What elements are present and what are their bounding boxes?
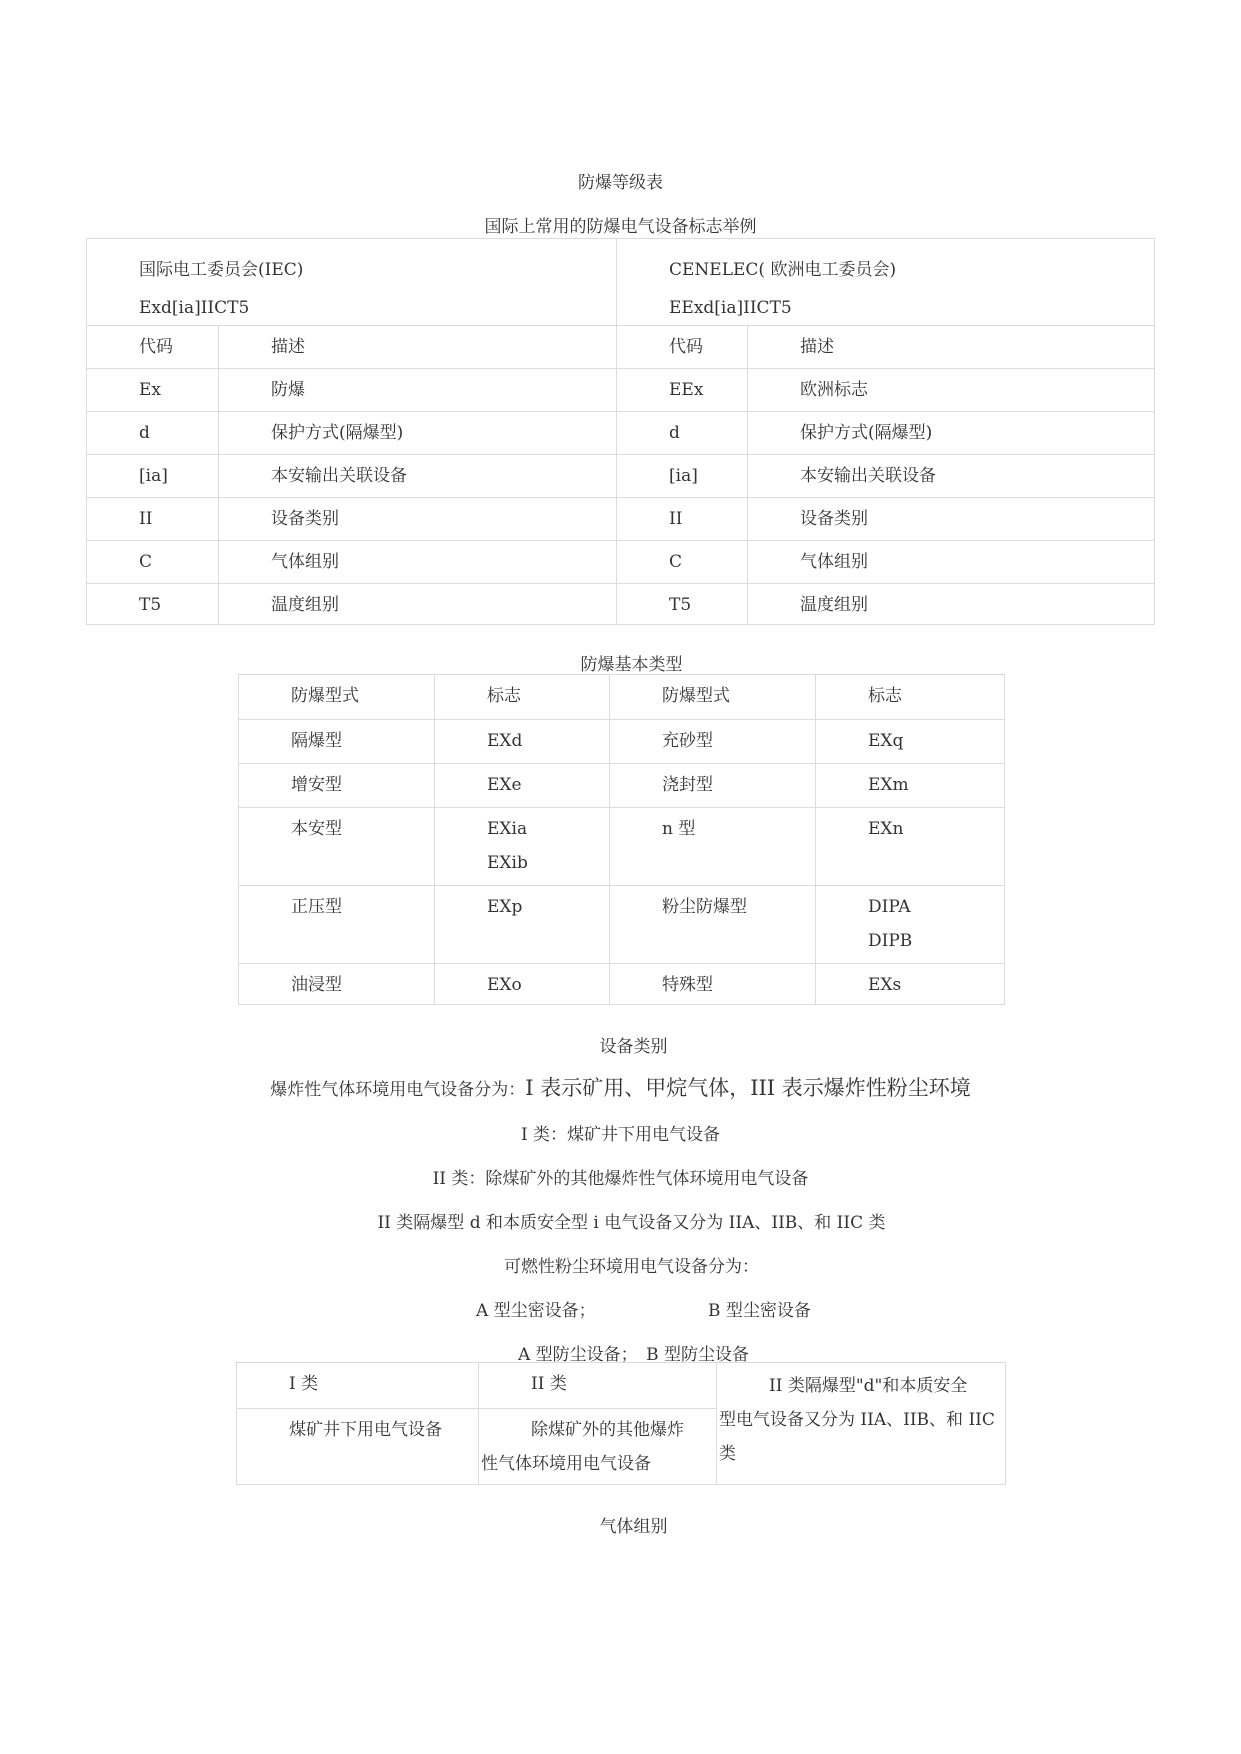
category-line-2: I 类：煤矿井下用电气设备	[520, 1125, 721, 1145]
table-cell: 浇封型	[662, 775, 713, 795]
iec-header-cell	[87, 239, 617, 326]
table-cell: 气体组别	[271, 552, 339, 572]
table-cell: 温度组别	[800, 595, 868, 615]
table-cell: 充砂型	[662, 731, 713, 751]
table-cell: 隔爆型	[291, 731, 342, 751]
category-line-1-suffix: I 表示矿用、甲烷气体，III 表示爆炸性粉尘环境	[525, 1076, 971, 1100]
table-cell: DIPB	[868, 931, 913, 951]
table-cell: [ia]	[139, 466, 168, 486]
table-cell: EXm	[868, 775, 909, 795]
iec-example: Exd[ia]IICT5	[139, 298, 250, 318]
cenelec-header: CENELEC( 欧洲电工委员会)	[669, 260, 897, 280]
class-ii-subdivision-line-1: II 类隔爆型"d"和本质安全	[769, 1376, 968, 1396]
class-i-header: I 类	[289, 1374, 319, 1394]
table-row	[239, 808, 1005, 886]
table-cell: EEx	[669, 380, 704, 400]
table-row	[87, 369, 1155, 412]
table2-caption: 防爆基本类型	[580, 655, 683, 675]
table-cell: d	[139, 423, 150, 443]
table-cell: 增安型	[291, 775, 342, 795]
table-row	[87, 239, 1155, 326]
table-cell: 正压型	[291, 897, 342, 917]
table-cell: 气体组别	[800, 552, 868, 572]
class-i-description: 煤矿井下用电气设备	[289, 1420, 442, 1440]
class-ii-subdivision-line-3: 类	[719, 1444, 736, 1464]
table-cell: 本安输出关联设备	[800, 466, 936, 486]
table-cell: 本安输出关联设备	[271, 466, 407, 486]
table-row	[87, 412, 1155, 455]
table-row	[87, 498, 1155, 541]
table-cell: 保护方式(隔爆型)	[800, 423, 933, 443]
column-header: 描述	[271, 337, 305, 357]
table-cell: T5	[669, 595, 692, 615]
table-cell: DIPA	[868, 897, 911, 917]
table-cell: 温度组别	[271, 595, 339, 615]
table-cell: 设备类别	[800, 509, 868, 529]
table-cell: EXib	[487, 853, 528, 873]
category-line-1-prefix: 爆炸性气体环境用电气设备分为：	[270, 1080, 526, 1100]
table-cell: 保护方式(隔爆型)	[271, 423, 404, 443]
category-line-1	[0, 1072, 1241, 1102]
category-line-3: II 类：除煤矿外的其他爆炸性气体环境用电气设备	[432, 1169, 809, 1189]
table-cell: EXia	[487, 819, 528, 839]
table-cell: 设备类别	[271, 509, 339, 529]
column-header: 标志	[487, 686, 521, 706]
table-cell: T5	[139, 595, 162, 615]
column-header: 描述	[800, 337, 834, 357]
table-cell: EXs	[868, 975, 902, 995]
class-ii-header: II 类	[531, 1374, 567, 1394]
explosion-proof-types-table	[238, 674, 1005, 1005]
column-header: 代码	[139, 337, 173, 357]
table1-caption: 国际上常用的防爆电气设备标志举例	[484, 217, 757, 237]
table-cell: 防爆	[271, 380, 305, 400]
table-row	[239, 764, 1005, 808]
table-cell: II	[139, 509, 153, 529]
table-cell: C	[669, 552, 683, 572]
table-row	[87, 326, 1155, 369]
category-line-5: 可燃性粉尘环境用电气设备分为：	[504, 1257, 759, 1277]
table-cell: 本安型	[291, 819, 342, 839]
table-cell: EXo	[487, 975, 522, 995]
table-cell: C	[139, 552, 153, 572]
table-cell: 特殊型	[662, 975, 713, 995]
table-cell: 粉尘防爆型	[662, 897, 747, 917]
table-row	[239, 886, 1005, 964]
category-line-6a: A 型尘密设备；	[476, 1301, 596, 1321]
table-row	[239, 675, 1005, 720]
table-cell: 欧洲标志	[800, 380, 868, 400]
table-cell: 油浸型	[291, 975, 342, 995]
table-cell: EXe	[487, 775, 522, 795]
gas-group-heading: 气体组别	[599, 1517, 668, 1537]
class-ii-subdivision-cell	[717, 1363, 1006, 1485]
table-row	[87, 584, 1155, 625]
category-line-7: A 型防尘设备； B 型防尘设备	[517, 1345, 750, 1365]
table-row	[239, 720, 1005, 764]
column-header: 标志	[868, 686, 902, 706]
table-row	[87, 455, 1155, 498]
column-header: 防爆型式	[662, 686, 730, 706]
table-cell: [ia]	[669, 466, 698, 486]
table-cell: EXp	[487, 897, 523, 917]
table-cell: d	[669, 423, 680, 443]
table-cell: EXd	[487, 731, 523, 751]
column-header: 防爆型式	[291, 686, 359, 706]
category-line-4: II 类隔爆型 d 和本质安全型 i 电气设备又分为 IIA、IIB、和 IIC 类	[377, 1213, 886, 1233]
table-row	[237, 1363, 1006, 1409]
category-line-6b: B 型尘密设备	[708, 1301, 811, 1321]
marking-example-table	[86, 238, 1155, 625]
table-row	[87, 541, 1155, 584]
page-title: 防爆等级表	[578, 173, 663, 193]
table-cell: Ex	[139, 380, 161, 400]
class-ii-subdivision-line-2: 型电气设备又分为 IIA、IIB、和 IIC	[719, 1410, 995, 1430]
table-cell: II	[669, 509, 683, 529]
equipment-class-table	[236, 1362, 1006, 1485]
category-heading: 设备类别	[599, 1037, 668, 1057]
iec-header: 国际电工委员会(IEC)	[139, 260, 304, 280]
cenelec-header-cell	[617, 239, 1155, 326]
class-ii-description-line-2: 性气体环境用电气设备	[481, 1454, 651, 1474]
cenelec-example: EExd[ia]IICT5	[669, 298, 792, 318]
column-header: 代码	[669, 337, 703, 357]
table-row	[239, 964, 1005, 1005]
table-cell: EXq	[868, 731, 904, 751]
table-cell: n 型	[662, 819, 696, 839]
class-ii-description-line-1: 除煤矿外的其他爆炸	[531, 1420, 684, 1440]
table-cell: EXn	[868, 819, 904, 839]
